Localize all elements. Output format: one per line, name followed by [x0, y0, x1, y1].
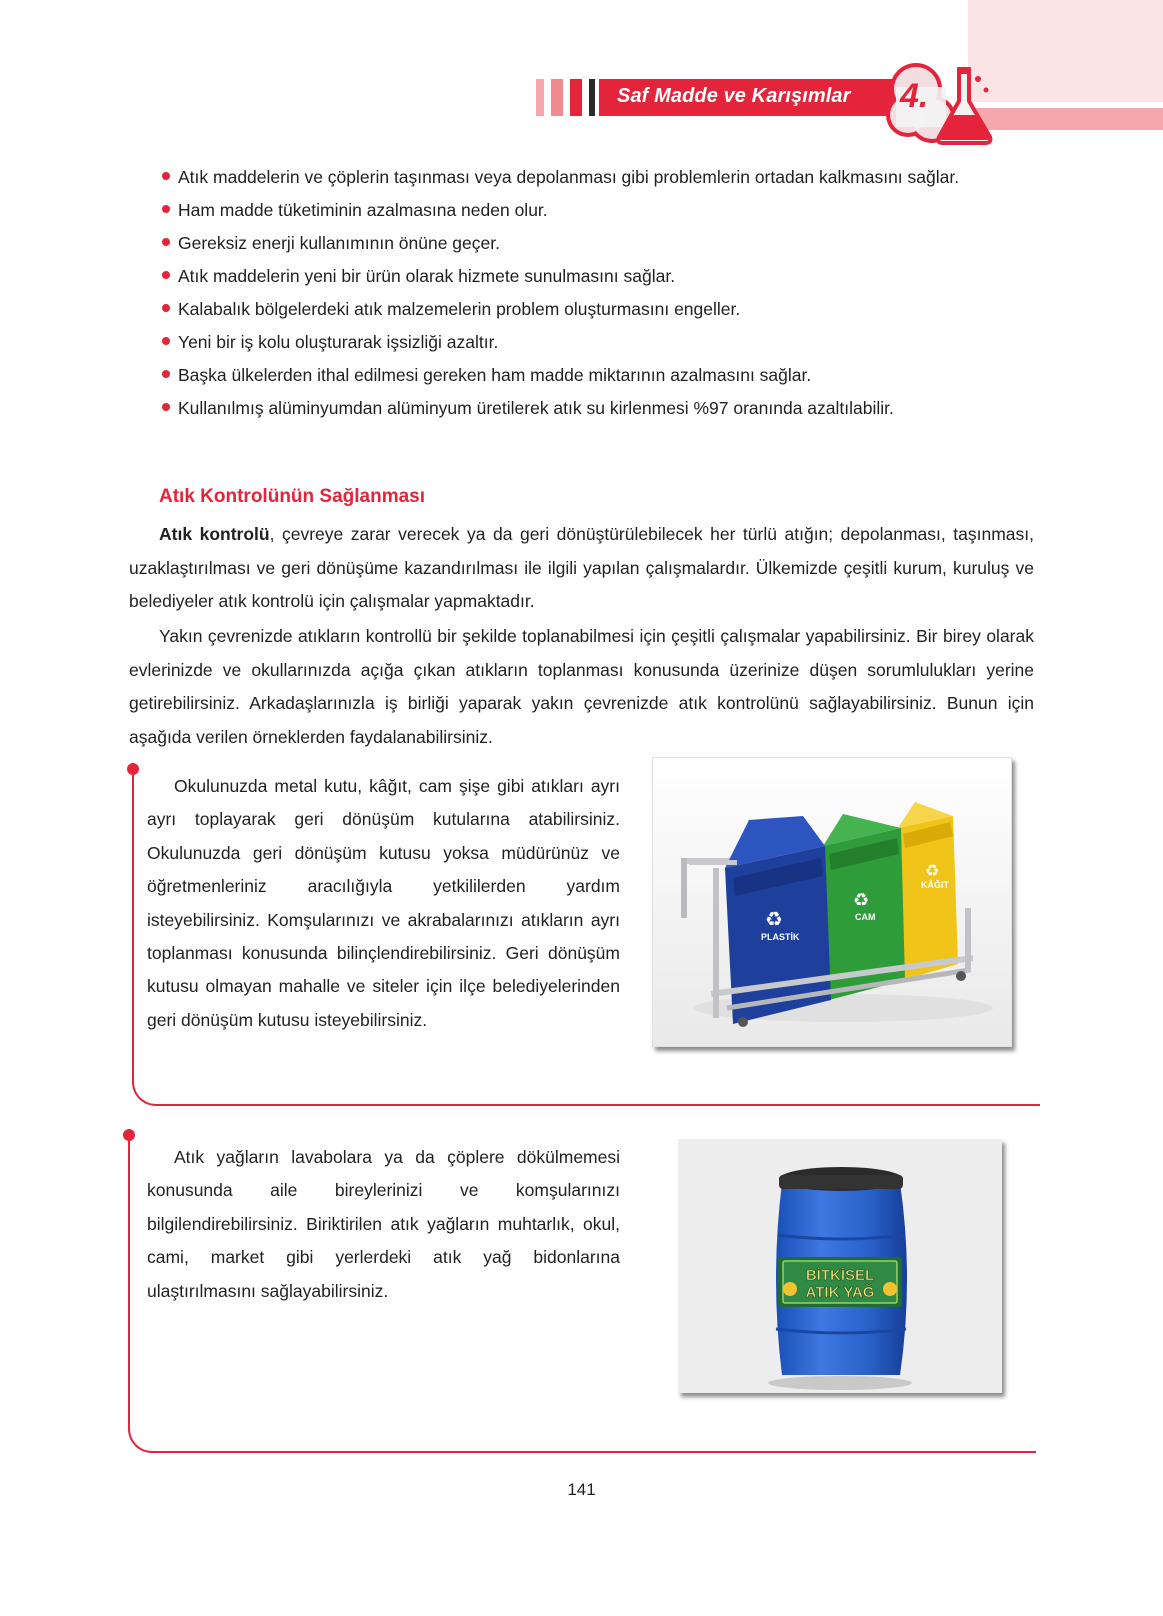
list-item: [129, 260, 1034, 293]
page-number: 141: [567, 1480, 596, 1499]
list-item: [129, 392, 1034, 425]
bin-label-plastic: PLASTİK: [761, 932, 800, 942]
barrel-label-line1: BİTKİSEL: [805, 1267, 875, 1284]
unit-number: 4.: [900, 77, 929, 115]
bullet-dot-icon: [162, 172, 170, 180]
recycle-icon: ♻: [765, 909, 783, 931]
waste-oil-text: Atık yağların lavabolara ya da çöplere dökülmemesi konusunda aile bireylerinizi ve komşularınızı bilgilendirebilirsiniz. Biriktirilen atık yağların muhtarlık, okul, cami, market gibi yerlerdeki atık yağ bidonlarına ulaştırılmasını sağlayabilirsiniz.: [147, 1147, 620, 1301]
oil-drop-icon: [883, 1282, 897, 1296]
list-item-text: Ham madde tüketiminin azalmasına neden olur.: [178, 200, 548, 220]
barrel-label-line2: ATIK YAĞ: [805, 1284, 875, 1301]
bullet-dot-icon: [162, 370, 170, 378]
list-item-text: Başka ülkelerden ithal edilmesi gereken ham madde miktarının azalmasını sağlar.: [178, 365, 812, 385]
bin-label-glass: CAM: [855, 912, 876, 922]
paragraph-suggestions: Yakın çevrenizde atıkların kontrollü bir şekilde toplanabilmesi için çeşitli çalışmalar yapabilirsiniz. Bir birey olarak evlerinizde ve okullarınızda açığa çıkan atıkların toplanması konusunda üzerinize düşen sorumlulukları yerine getirebilirsiniz. Arkadaşlarınızla iş birliği yaparak yakın çevrenizde atık kontrolünü sağlayabilirsiniz. Bunun için aşağıda verilen örneklerden faydalanabilirsiniz.: [129, 626, 1034, 747]
oil-drop-icon: [783, 1282, 797, 1296]
recycling-bins-photo: [652, 757, 1012, 1047]
bullet-dot-icon: [162, 403, 170, 411]
bin-label-paper: KÂĞIT: [921, 880, 949, 890]
list-item-text: Yeni bir iş kolu oluşturarak işsizliği azaltır.: [178, 332, 499, 352]
waste-oil-barrel-photo: [678, 1139, 1002, 1393]
recycling-text: Okulunuzda metal kutu, kâğıt, cam şişe gibi atıkları ayrı ayrı toplayarak geri dönüşüm kutularına atabilirsiniz. Okulunuzda geri dönüşüm kutusu yoksa müdürünüz ve öğretmenleriniz aracılığıyla yetkililerden yardım isteyebilirsiniz. Komşularınızı ve akrabalarınızı atıkların ayrı toplanması konusunda bilinçlendirebilirsiniz. Geri dönüşüm kutusu olmayan mahalle ve siteler için ilçe belediyelerinden geri dönüşüm kutusu isteyebilirsiniz.: [147, 776, 620, 1030]
list-item: [129, 293, 1034, 326]
bullet-dot-icon: [162, 271, 170, 279]
list-item: [129, 359, 1034, 392]
list-item-text: Kullanılmış alüminyumdan alüminyum üretilerek atık su kirlenmesi %97 oranında azaltılabilir.: [178, 398, 894, 418]
list-item: [129, 194, 1034, 227]
bullet-dot-icon: [162, 205, 170, 213]
list-item: [129, 160, 1034, 194]
chapter-title: Saf Madde ve Karışımlar: [617, 85, 851, 107]
list-item-text: Gereksiz enerji kullanımının önüne geçer.: [178, 233, 500, 253]
recycle-icon: ♻: [853, 890, 870, 910]
list-item-text: Atık maddelerin yeni bir ürün olarak hizmete sunulmasını sağlar.: [178, 266, 676, 286]
list-item-text: Atık maddelerin ve çöplerin taşınması veya depolanması gibi problemlerin ortadan kalkmasını sağlar.: [178, 167, 960, 187]
box-marker-dot: [123, 1129, 135, 1141]
paper-bin: [898, 802, 958, 980]
bullet-dot-icon: [162, 304, 170, 312]
bullet-dot-icon: [162, 337, 170, 345]
unit-badge: [886, 57, 1014, 147]
list-item: [129, 227, 1034, 260]
paragraph-text: , çevreye zarar verecek ya da geri dönüştürülebilecek her türlü atığın; depolanması, taşınması, uzaklaştırılması ve geri dönüşüme kazandırılması ile ilgili yapılan çalışmalardır. Ülkemizde çeşitli kurum, kuruluş ve belediyeler atık kontrolü için çalışmalar yapmaktadır.: [129, 524, 1034, 612]
list-item: [129, 326, 1034, 359]
section-title: Atık Kontrolünün Sağlanması: [159, 486, 426, 507]
bullet-dot-icon: [162, 238, 170, 246]
list-item-text: Kalabalık bölgelerdeki atık malzemelerin problem oluşturmasını engeller.: [178, 299, 741, 319]
barrel-label: [778, 1257, 902, 1307]
box-marker-dot: [127, 763, 139, 775]
recycle-icon: ♻: [925, 863, 940, 880]
benefits-list: [129, 160, 1034, 425]
paragraph-definition: [129, 518, 1034, 619]
term-bold: Atık kontrolü: [159, 524, 270, 544]
